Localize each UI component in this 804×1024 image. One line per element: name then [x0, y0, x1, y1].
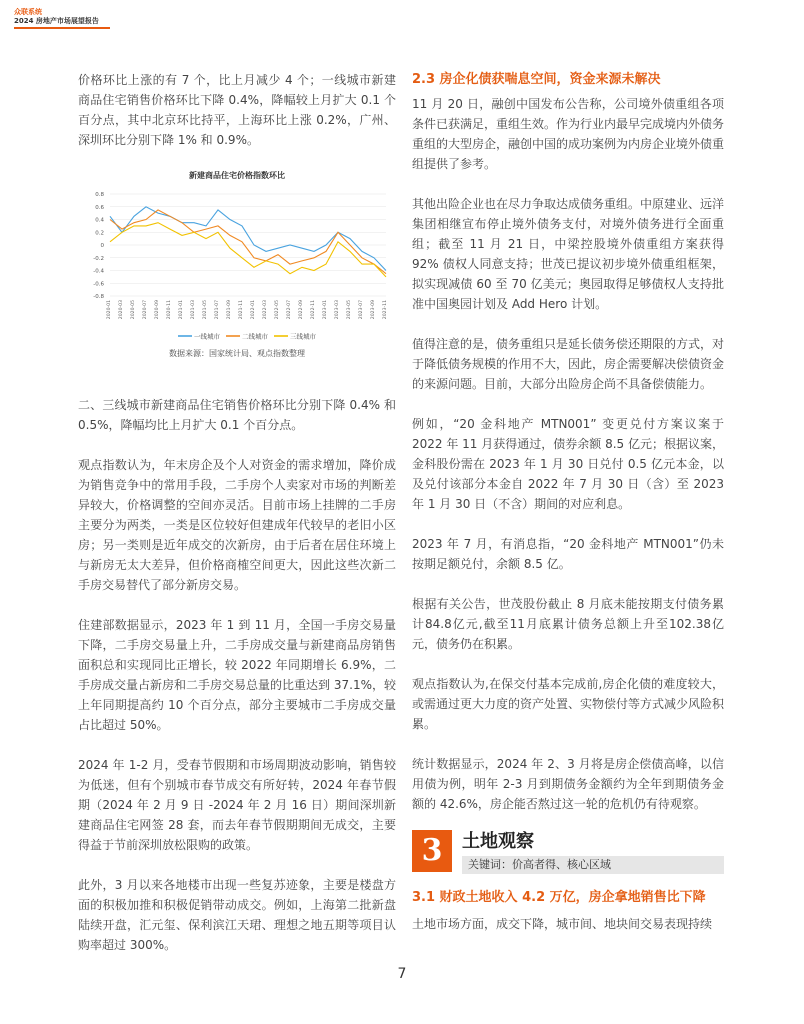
paragraph: 观点指数认为，年末房企及个人对资金的需求增加，降价成为销售竞争中的常用手段，二手房个人卖家对市场的判断差异较大，价格调整的空间亦灵活。目前市场上挂牌的二手房主要分为两类，一类是区位较好但建成年代较早的老旧小区房；另一类则是近年成交的次新房，由于后者在居住环境上与新房无太大差异，但价格商榷空间更大，因此这些次新二手房交易替代了部分新房交易。 [78, 458, 396, 592]
price-index-chart [78, 166, 396, 381]
paragraph: 土地市场方面，成交下降，城市间、地块间交易表现持续 [412, 917, 713, 931]
x-tick-label: 2021-09 [227, 300, 232, 320]
right-column [412, 70, 724, 934]
x-tick-label: 2023-07 [359, 300, 364, 320]
running-header [14, 8, 99, 26]
x-tick-label: 2020-11 [167, 300, 172, 320]
x-tick-label: 2022-03 [263, 300, 268, 320]
section-title: 土地观察 [462, 831, 534, 852]
legend-label: 二线城市 [242, 332, 268, 341]
section-keywords: 关键词：价高者得、核心区域 [462, 856, 724, 874]
header-report-title: 2024 房地产市场展望报告 [14, 17, 99, 25]
x-tick-label: 2022-07 [287, 300, 292, 320]
paragraph: 2023 年 7 月，有消息指，“20 金科地产 MTN001”仍未按期足额兑付，余额 8.5 亿。 [412, 537, 724, 571]
left-column [78, 70, 396, 955]
section-number-badge: 3 [412, 830, 452, 872]
y-tick-label: -0.6 [93, 281, 104, 288]
section-3-header [412, 830, 724, 874]
x-tick-label: 2022-05 [275, 300, 280, 320]
chart-source: 数据来源：国家统计局、观点指数整理 [169, 349, 305, 358]
paragraph: 此外，3 月以来各地楼市出现一些复苏迹象，主要是楼盘方面的积极加推和积极促销带动成交。例如，上海第二批新盘陆续开盘，汇元玺、保利滨江天珺、理想之地五期等项目认购率超过 300%。 [78, 878, 396, 952]
legend-label: 三线城市 [290, 332, 316, 341]
x-tick-label: 2022-11 [311, 300, 316, 320]
y-tick-label: 0.6 [95, 204, 104, 211]
paragraph: 根据有关公告，世茂股份截止 8 月底未能按期支付债务累计84.8亿元,截至11月底累计债务总额上升至102.38亿元，债务仍在积累。 [412, 597, 724, 651]
page-number: 7 [397, 966, 407, 982]
y-tick-label: 0 [100, 243, 104, 249]
x-tick-label: 2023-05 [347, 300, 352, 320]
paragraph: 二、三线城市新建商品住宅销售价格环比分别下降 0.4% 和 0.5%，降幅均比上月扩大 0.1 个百分点。 [78, 398, 396, 432]
y-tick-label: 0.8 [95, 192, 104, 198]
y-tick-label: 0.2 [95, 230, 104, 237]
y-tick-label: -0.2 [93, 255, 104, 262]
paragraph: 其他出险企业也在尽力争取达成债务重组。中原建业、远洋集团相继宣布停止境外债务支付，对境外债务进行全面重组；截至 11 月 21 日，中梁控股境外债重组方案获得 92% 债权人同意支持；世茂已提议初步境外债重组框架，拟实现减债 60 至 70 亿美元；奥园取得足够债权人支持批准中国奥园计划及 Add Hero 计划。 [412, 197, 725, 311]
x-tick-label: 2021-03 [191, 300, 196, 320]
chart-title: 新建商品住宅价格指数环比 [189, 171, 285, 180]
x-tick-label: 2020-05 [131, 300, 136, 320]
header-rule [14, 27, 110, 29]
section-heading-2-3: 2.3 房企化债获喘息空间，资金来源未解决 [412, 72, 661, 87]
x-tick-label: 2020-01 [107, 300, 112, 320]
paragraph: 住建部数据显示，2023 年 1 到 11 月，全国一手房交易量下降，二手房交易量上升，二手房成交量与新建商品房销售面积总和实现同比正增长，较 2022 年同期增长 6.9%，二手房成交量占新房和二手房交易总量的比重达到 37.1%，较上年同期提高约 10 个百分点，部分主要城市二手房成交量占比超过 50%。 [78, 618, 396, 732]
chart-svg [78, 166, 396, 381]
x-tick-label: 2021-01 [179, 300, 184, 320]
x-tick-label: 2023-01 [323, 300, 328, 320]
legend-label: 一线城市 [194, 332, 220, 341]
paragraph: 值得注意的是，债务重组只是延长债务偿还期限的方式，对于降低债务规模的作用不大，因此，房企需要解决偿债资金的来源问题。目前，大部分出险房企尚不具备偿债能力。 [412, 337, 725, 391]
x-tick-label: 2021-05 [203, 300, 208, 320]
x-tick-label: 2020-07 [143, 300, 148, 320]
paragraph: 例如，“20 金科地产 MTN001” 变更兑付方案议案于 2022 年 11 月获得通过，债券余额 8.5 亿元；根据议案，金科股份需在 2023 年 1 月 30 日兑付 0.5 亿元本金，以及兑付该部分本金自 2022 年 7 月 30 日（含）至 2023 年 1 月 30 日（不含）期间的对应利息。 [412, 417, 724, 511]
header-brand: 众联系统 [14, 8, 42, 16]
paragraph: 2024 年 1-2 月，受春节假期和市场周期波动影响，销售较为低迷，但有个别城市春节成交有所好转，2024 年春节假期（2024 年 2 月 9 日 -2024 年 2 月 16 日）期间深圳新建商品住宅网签 28 套，而去年春节假期期间无成交，主要得益于节前深圳放松限购的政策。 [78, 758, 396, 852]
x-tick-label: 2022-01 [251, 300, 256, 320]
x-tick-label: 2021-11 [239, 300, 244, 320]
y-tick-label: -0.8 [93, 294, 104, 300]
paragraph: 统计数据显示，2024 年 2、3 月将是房企偿债高峰，以信用债为例，明年 2-3 月到期债务金额约为全年到期债务金额的 42.6%，房企能否熬过这一轮的危机仍有待观察。 [412, 757, 724, 811]
paragraph: 观点指数认为,在保交付基本完成前,房企化债的难度较大，或需通过更大力度的资产处置、实物偿付等方式减少风险积累。 [412, 677, 725, 731]
x-tick-label: 2020-09 [155, 300, 160, 320]
x-tick-label: 2020-03 [119, 300, 124, 320]
x-tick-label: 2022-09 [299, 300, 304, 320]
x-tick-label: 2023-11 [383, 300, 388, 320]
x-tick-label: 2021-07 [215, 300, 220, 320]
section-heading-3-1: 3.1 财政土地收入 4.2 万亿，房企拿地销售比下降 [412, 890, 706, 905]
y-tick-label: -0.4 [93, 268, 104, 275]
paragraph: 价格环比上涨的有 7 个，比上月减少 4 个；一线城市新建商品住宅销售价格环比下降 0.4%，降幅较上月扩大 0.1 个百分点，其中北京环比持平，上海环比上涨 0.2%，广州、深圳环比分别下降 1% 和 0.9%。 [78, 73, 396, 147]
x-tick-label: 2023-09 [371, 300, 376, 320]
y-tick-label: 0.4 [95, 217, 104, 224]
x-tick-label: 2023-03 [335, 300, 340, 320]
paragraph: 11 月 20 日，融创中国发布公告称，公司境外债重组各项条件已获满足，重组生效。作为行业内最早完成境内外债务重组的大型房企，融创中国的成功案例为内房企业境外债重组提供了参考。 [412, 97, 725, 171]
